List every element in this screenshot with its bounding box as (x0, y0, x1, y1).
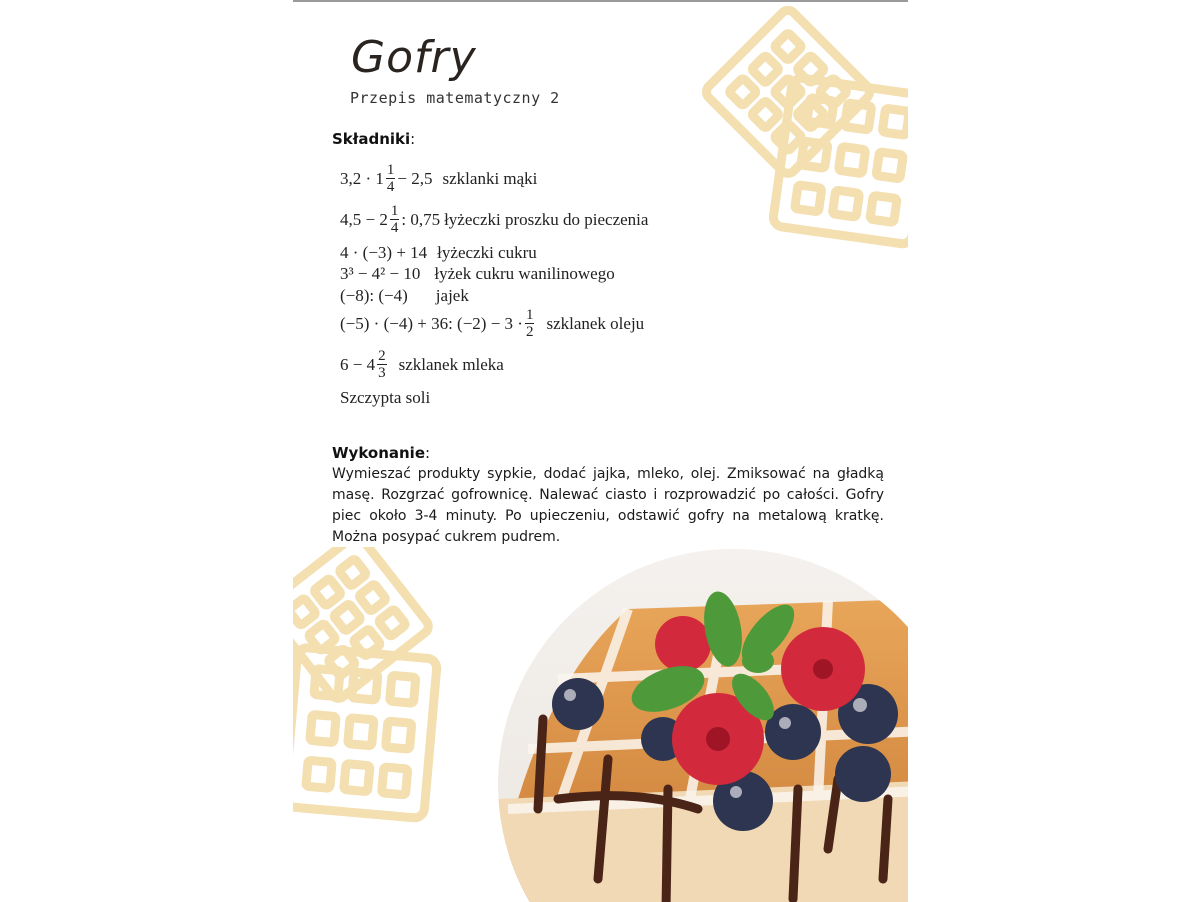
fraction (390, 203, 400, 236)
waffle-with-berries-illustration (498, 549, 908, 902)
ingredient-expr: Szczypta soli (340, 388, 431, 407)
ingredient-salt (340, 388, 430, 408)
ingredient-expr-tail: − 2,5 (397, 168, 433, 188)
ingredient-baking-powder (340, 203, 648, 236)
fraction (386, 162, 396, 195)
preparation-heading (332, 444, 430, 462)
ingredient-name: łyżek cukru wanilinowego (434, 264, 615, 283)
waffle-icon-top-right (693, 2, 908, 252)
ingredients-heading (332, 130, 415, 148)
ingredient-sugar (340, 243, 537, 263)
fraction (525, 307, 535, 340)
recipe-page (293, 0, 908, 902)
preparation-heading-label: Wykonanie (332, 444, 425, 462)
ingredient-oil (340, 307, 644, 340)
fraction-denominator: 2 (525, 324, 534, 340)
ingredient-name: łyżeczki cukru (437, 243, 537, 262)
recipe-title: Gofry (351, 32, 477, 83)
ingredient-milk (340, 348, 504, 381)
waffle-photo (498, 549, 908, 902)
ingredient-expr: 6 − 4 (340, 354, 376, 374)
fraction-numerator: 2 (378, 348, 386, 364)
fraction (377, 348, 387, 381)
fraction-numerator: 1 (525, 307, 534, 323)
ingredient-name: łyżeczki proszku do pieczenia (444, 209, 649, 229)
ingredient-name: szklanek oleju (546, 313, 645, 333)
ingredient-expr: (−8): (−4) (340, 286, 408, 305)
ingredient-expr: 3³ − 4² − 10 (340, 264, 421, 283)
ingredients-heading-colon: : (410, 130, 416, 148)
fraction-denominator: 4 (386, 179, 395, 195)
ingredient-name: jajek (435, 286, 469, 305)
ingredient-expr: (−5) · (−4) + 36: (−2) − 3 · (340, 313, 523, 333)
ingredient-expr-tail: : 0,75 (401, 209, 441, 229)
ingredients-heading-label: Składniki (332, 130, 411, 148)
ingredient-flour (340, 162, 537, 195)
ingredient-vanilla-sugar (340, 264, 615, 284)
fraction-denominator: 3 (378, 365, 386, 381)
fraction-numerator: 1 (386, 162, 395, 178)
ingredient-name: szklanki mąki (442, 168, 538, 188)
preparation-heading-colon: : (425, 444, 431, 462)
ingredient-expr: 3,2 · 1 (340, 168, 384, 188)
recipe-subtitle: Przepis matematyczny 2 (350, 89, 560, 107)
waffle-icon-bottom-left (293, 547, 463, 827)
fraction-numerator: 1 (390, 203, 399, 219)
ingredient-expr: 4,5 − 2 (340, 209, 388, 229)
preparation-text: Wymieszać produkty sypkie, dodać jajka, mleko, olej. Zmiksować na gładką masę. Rozgrzać gofrownicę. Nalewać ciasto i rozprowadzić po całości. Gofry piec około 3-4 minuty. Po upieczeniu, odstawić gofry na metalową kratkę. Można posypać cukrem pudrem. (332, 466, 884, 545)
ingredient-name: szklanek mleka (398, 354, 504, 374)
ingredient-expr: 4 · (−3) + 14 (340, 243, 428, 262)
ingredient-eggs (340, 286, 469, 306)
fraction-denominator: 4 (390, 220, 399, 236)
